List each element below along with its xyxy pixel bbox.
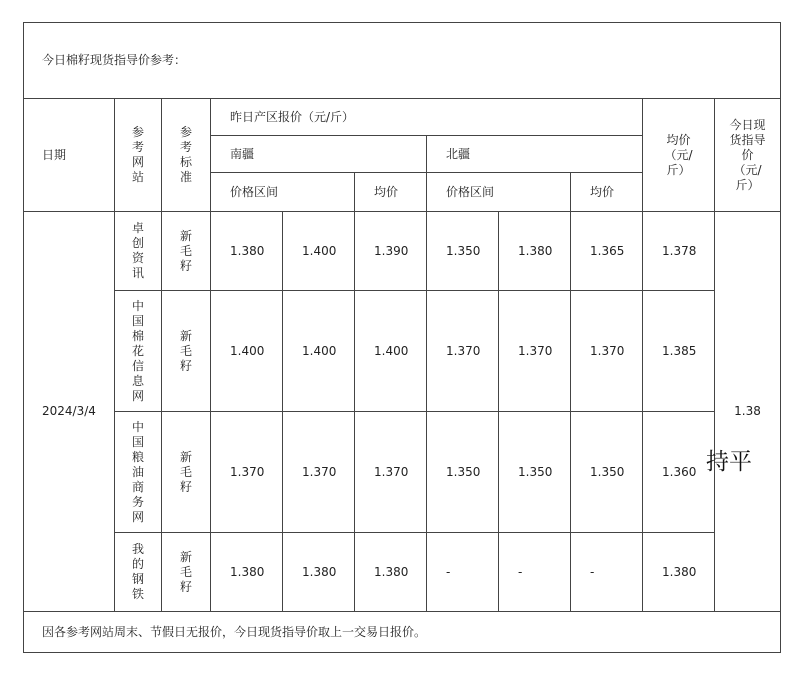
north-low-cell: - (427, 533, 499, 612)
standard-cell: 新毛籽 (162, 412, 211, 533)
south-high-cell: 1.400 (283, 212, 355, 291)
north-low-cell: 1.350 (427, 212, 499, 291)
site-cell: 卓创资讯 (115, 212, 162, 291)
table-row (24, 212, 781, 291)
header-today-price: 今日现货指导价（元/斤） (715, 99, 781, 212)
north-low-cell: 1.370 (427, 291, 499, 412)
south-low-cell: 1.370 (211, 412, 283, 533)
site-cell: 中国棉花信息网 (115, 291, 162, 412)
overall-avg-cell: 1.360 (643, 412, 715, 533)
north-high-cell: 1.370 (499, 291, 571, 412)
north-low-cell: 1.350 (427, 412, 499, 533)
header-south: 南疆 (211, 136, 427, 173)
header-south-avg: 均价 (355, 173, 427, 212)
overall-avg-cell: 1.378 (643, 212, 715, 291)
header-yesterday-quote: 昨日产区报价（元/斤） (211, 99, 643, 136)
today-price-value: 1.38 (734, 404, 761, 418)
south-low-cell: 1.380 (211, 212, 283, 291)
price-table (23, 22, 781, 653)
north-high-cell: 1.350 (499, 412, 571, 533)
south-low-cell: 1.380 (211, 533, 283, 612)
trend-label: 持平 (706, 449, 752, 475)
site-cell: 我的钢铁 (115, 533, 162, 612)
date-cell: 2024/3/4 (24, 212, 115, 612)
table-row (24, 412, 781, 533)
overall-avg-cell: 1.385 (643, 291, 715, 412)
table-row (24, 533, 781, 612)
south-high-cell: 1.380 (283, 533, 355, 612)
header-north-range: 价格区间 (427, 173, 571, 212)
south-avg-cell: 1.380 (355, 533, 427, 612)
today-price-cell (715, 212, 781, 612)
south-low-cell: 1.400 (211, 291, 283, 412)
footnote: 因各参考网站周末、节假日无报价，今日现货指导价取上一交易日报价。 (24, 612, 781, 653)
south-avg-cell: 1.390 (355, 212, 427, 291)
standard-cell: 新毛籽 (162, 533, 211, 612)
header-south-range: 价格区间 (211, 173, 355, 212)
north-high-cell: - (499, 533, 571, 612)
south-avg-cell: 1.370 (355, 412, 427, 533)
header-date: 日期 (24, 99, 115, 212)
south-high-cell: 1.370 (283, 412, 355, 533)
north-high-cell: 1.380 (499, 212, 571, 291)
south-avg-cell: 1.400 (355, 291, 427, 412)
header-north: 北疆 (427, 136, 643, 173)
header-standard: 参考标准 (162, 99, 211, 212)
header-overall-avg: 均价（元/斤） (643, 99, 715, 212)
site-cell: 中国粮油商务网 (115, 412, 162, 533)
header-site: 参考网站 (115, 99, 162, 212)
north-avg-cell: 1.350 (571, 412, 643, 533)
south-high-cell: 1.400 (283, 291, 355, 412)
overall-avg-cell: 1.380 (643, 533, 715, 612)
header-north-avg: 均价 (571, 173, 643, 212)
north-avg-cell: 1.370 (571, 291, 643, 412)
north-avg-cell: 1.365 (571, 212, 643, 291)
standard-cell: 新毛籽 (162, 212, 211, 291)
table-title: 今日棉籽现货指导价参考： (24, 23, 781, 99)
standard-cell: 新毛籽 (162, 291, 211, 412)
table-row (24, 291, 781, 412)
north-avg-cell: - (571, 533, 643, 612)
